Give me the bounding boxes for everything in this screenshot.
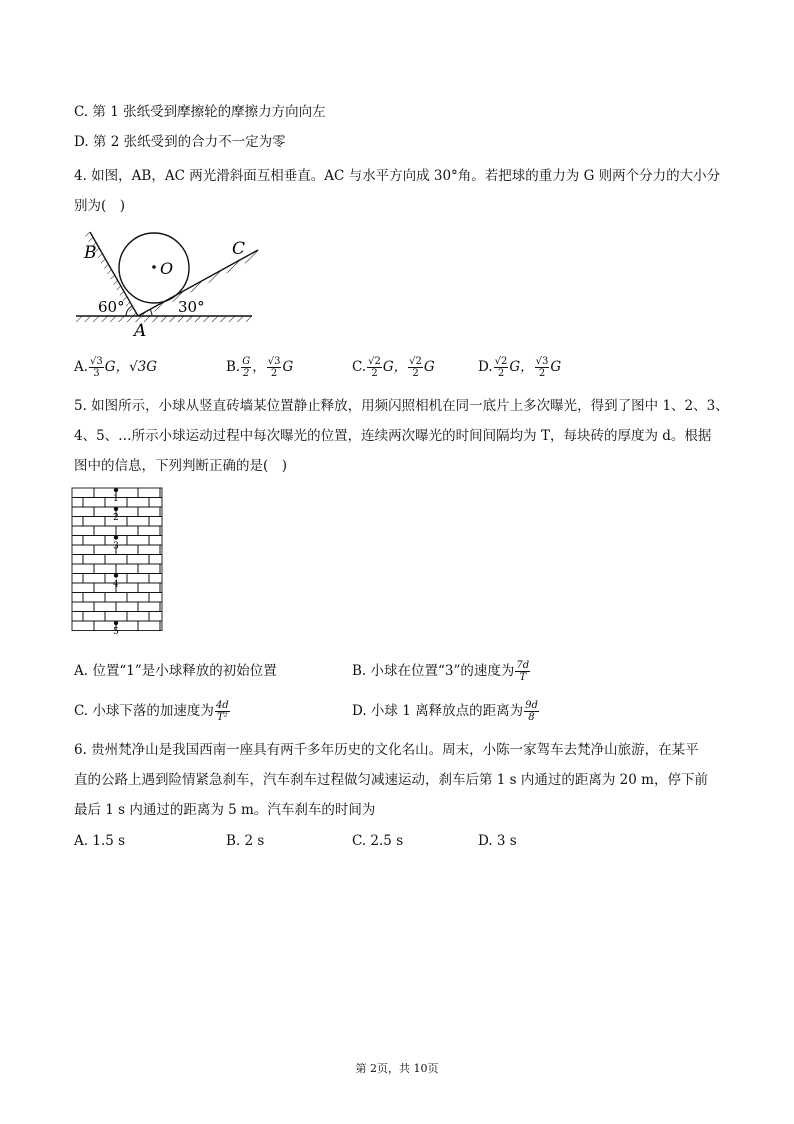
brick (160, 526, 162, 536)
ball-position-label: 4 (113, 579, 119, 590)
brick (83, 593, 105, 603)
option-3c: C. 第 1 张纸受到摩擦轮的摩擦力方向向左 (74, 104, 326, 120)
brick (72, 507, 94, 517)
brick (116, 545, 138, 555)
brick (105, 555, 127, 565)
ball-center-dot (152, 265, 156, 269)
brick (72, 564, 94, 574)
brick (105, 612, 127, 622)
brick (83, 612, 105, 622)
brick (138, 488, 160, 498)
brick (149, 593, 162, 603)
question-5-stem-cont: 4、5、…所示小球运动过程中每次曝光的位置，连续两次曝光的时间间隔均为 T，每块砖的厚度为 d。根据 (74, 428, 712, 444)
brick (72, 583, 94, 593)
page-footer: 第 2页，共 10页 (355, 1062, 439, 1075)
brick (94, 564, 116, 574)
brick (127, 555, 149, 565)
brick (83, 517, 105, 527)
brick (160, 488, 162, 498)
brick (72, 593, 83, 603)
brick (127, 498, 149, 508)
brick (72, 545, 94, 555)
question-4-stem: 4. 如图，AB，AC 两光滑斜面互相垂直。AC 与水平方向成 30°角。若把球的重力为 G 则两个分力的大小分 (74, 168, 721, 184)
brick (160, 621, 162, 631)
brick (127, 517, 149, 527)
brick (149, 498, 162, 508)
brick (116, 602, 138, 612)
brick (72, 621, 94, 631)
brick (127, 593, 149, 603)
option-5d: D. 小球 1 离释放点的距离为 $\frac{9d}{8}$ (352, 700, 538, 723)
brick (149, 612, 162, 622)
option-5c: C. 小球下落的加速度为 $\frac{4d}{\text{T²}}$ (74, 700, 229, 723)
brick (138, 583, 160, 593)
option-6c: C. 2.5 s (352, 833, 404, 849)
option-6d: D. 3 s (478, 833, 517, 849)
brick (138, 564, 160, 574)
brick (149, 574, 162, 584)
brick (116, 583, 138, 593)
brick (72, 536, 83, 546)
option-5b: B. 小球在位置“3”的速度为 $\frac{7d}{T}$ (352, 660, 530, 683)
label-o: O (160, 259, 174, 278)
brick (72, 602, 94, 612)
brick (83, 536, 105, 546)
brick (149, 555, 162, 565)
brick (94, 526, 116, 536)
brick (138, 602, 160, 612)
brick (138, 507, 160, 517)
brick (83, 555, 105, 565)
ball-position-dot (114, 621, 118, 625)
option-4c: C. $\frac{√2}{2}$ G， $\frac{√2}{2}$ G (352, 356, 435, 379)
question-6-stem: 6. 贵州梵净山是我国西南一座具有两千多年历史的文化名山。周末，小陈一家驾车去梵净山旅游，在某平 (74, 742, 699, 758)
ball-position-label: 3 (113, 541, 119, 552)
brick (72, 555, 83, 565)
brick (127, 612, 149, 622)
label-30deg: 30° (178, 298, 205, 316)
brick (83, 498, 105, 508)
option-6a: A. 1.5 s (74, 833, 126, 849)
ball-positions (113, 488, 119, 637)
brick (138, 545, 160, 555)
brick (149, 517, 162, 527)
brick (116, 507, 138, 517)
ball-position-dot (114, 535, 118, 539)
brick (127, 536, 149, 546)
brick (160, 545, 162, 555)
brick (72, 526, 94, 536)
ball-position-label: 2 (113, 513, 119, 523)
brick (138, 526, 160, 536)
brick (72, 488, 94, 498)
brick (160, 602, 162, 612)
ball-position-dot (114, 507, 118, 511)
brick (160, 564, 162, 574)
q5-brick-wall-figure (70, 486, 166, 640)
brick (72, 574, 83, 584)
brick (116, 488, 138, 498)
label-b: B (84, 243, 97, 263)
brick (94, 602, 116, 612)
question-6-stem-cont2: 最后 1 s 内通过的距离为 5 m。汽车刹车的时间为 (74, 802, 376, 818)
ground-hatch (76, 316, 252, 322)
option-5a: A. 位置“1”是小球释放的初始位置 (74, 663, 277, 679)
question-4-stem-cont: 别为( ) (74, 198, 126, 214)
brick (138, 621, 160, 631)
brick (72, 517, 83, 527)
brick (160, 583, 162, 593)
question-6-stem-cont: 直的公路上遇到险情紧急刹车，汽车刹车过程做匀减速运动，刹车后第 1 s 内通过的距离为 20 m，停下前 (74, 772, 708, 788)
brick (160, 507, 162, 517)
ball-position-label: 5 (113, 627, 119, 637)
option-4d: D. $\frac{√2}{2}$ G， $\frac{√3}{2}$ G (478, 356, 562, 379)
question-5-stem: 5. 如图所示，小球从竖直砖墙某位置静止释放，用频闪照相机在同一底片上多次曝光，得到了图中 1、2、3、 (74, 398, 729, 414)
label-c: C (232, 239, 246, 259)
ball-position-label: 1 (113, 494, 119, 504)
brick (127, 574, 149, 584)
brick (72, 612, 83, 622)
brick (116, 564, 138, 574)
brick (72, 498, 83, 508)
ball-position-dot (114, 488, 118, 492)
brick (149, 536, 162, 546)
label-a: A (134, 321, 147, 341)
label-60deg: 60° (98, 298, 125, 316)
brick (116, 526, 138, 536)
option-3d: D. 第 2 张纸受到的合力不一定为零 (74, 134, 286, 150)
brick (105, 593, 127, 603)
q4-incline-figure (72, 224, 262, 342)
ball-position-dot (114, 573, 118, 577)
brick (83, 574, 105, 584)
option-4a: A. $\frac{√3}{3}$ G，√3G (74, 356, 158, 379)
option-6b: B. 2 s (226, 833, 265, 849)
question-5-stem-cont2: 图中的信息，下列判断正确的是( ) (74, 458, 288, 474)
brick (116, 621, 138, 631)
option-4b: B. $\frac{G}{2}$ ， $\frac{√3}{2}$ G (226, 356, 294, 379)
